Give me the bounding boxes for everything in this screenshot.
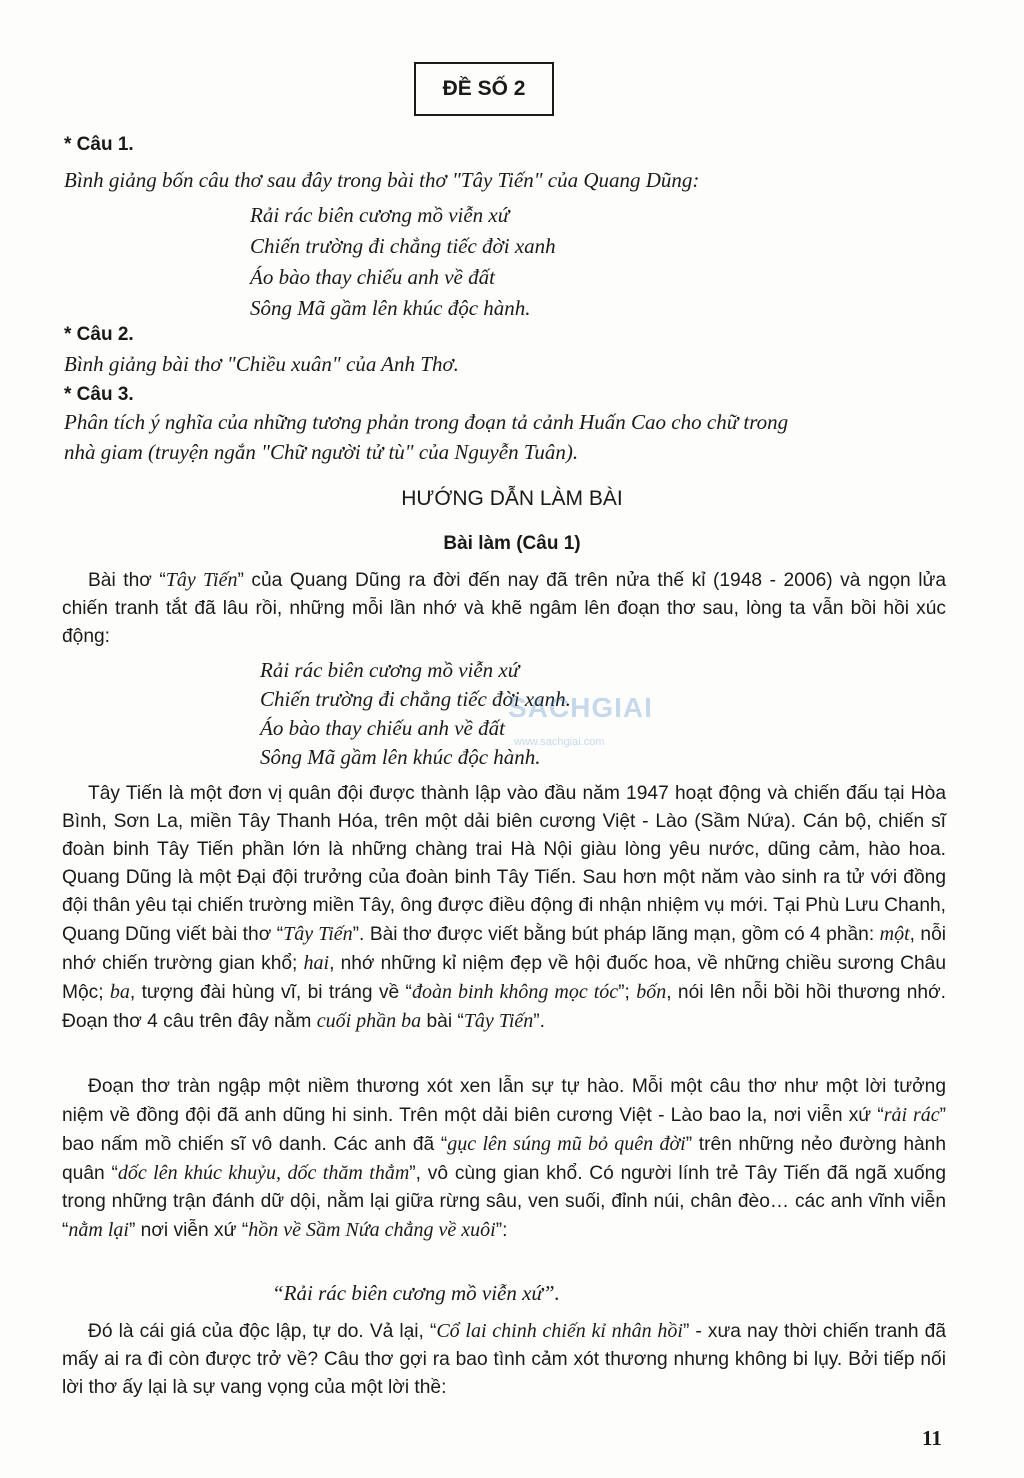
guide-heading: HƯỚNG DẪN LÀM BÀI <box>401 487 623 510</box>
watermark-url: www.sachgiai.com <box>514 736 605 748</box>
question-3-label: * Câu 3. <box>64 384 134 405</box>
intro-paragraph: Bài thơ “Tây Tiến” của Quang Dũng ra đời đến nay đã trên nửa thế kỉ (1948 - 2006) và ngọn lửa chiến tranh tắt đã lâu rồi, những mỗi lần nhớ và khẽ ngâm lên đoạn thơ sau, lòng ta vẫn bồi hồi xúc động: <box>62 569 946 647</box>
watermark-text: SACHGIAI <box>508 692 653 723</box>
question-1-poem <box>250 200 556 324</box>
watermark-logo <box>500 692 653 762</box>
poem-line: Áo bào thay chiếu anh về đất <box>250 265 495 289</box>
poem-line: Rải rác biên cương mồ viễn xứ <box>260 658 520 682</box>
exam-title: ĐỀ SỐ 2 <box>414 62 554 116</box>
paragraph-2: Tây Tiến là một đơn vị quân đội được thành lập vào đầu năm 1947 hoạt động và chiến đấu tại Hòa Bình, Sơn La, miền Tây Thanh Hóa, trên một dải biên cương Việt - Lào (Sầm Nứa). Cán bộ, chiến sĩ đoàn binh Tây Tiến phần lớn là những chàng trai Hà Nội giàu lòng yêu nước, dũng cảm, hào hoa. Quang Dũng là một Đại đội trưởng của đoàn binh Tây Tiến. Sau hơn một năm vào sinh ra tử với đồng đội thân yêu tại chiến trường miền Tây, ông được điều động đi nhận nhiệm vụ mới. Tại Phù Lưu Chanh, Quang Dũng viết bài thơ “Tây Tiến”. Bài thơ được viết bằng bút pháp lãng mạn, gồm có 4 phần: một, nỗi nhớ chiến trường gian khổ; hai, nhớ những kỉ niệm đẹp về hội đuốc hoa, về những chiều sương Châu Mộc; ba, tượng đài hùng vĩ, bi tráng về “đoàn binh không mọc tóc”; bốn, nói lên nỗi bồi hồi thương nhớ. Đoạn thơ 4 câu trên đây nằm cuối phần ba bài “Tây Tiến”. <box>62 783 946 1032</box>
question-3-prompt-line-1: Phân tích ý nghĩa của những tương phản trong đoạn tả cảnh Huấn Cao cho chữ trong <box>64 410 789 434</box>
poem-line: Sông Mã gầm lên khúc độc hành. <box>260 745 541 769</box>
poem-line: Chiến trường đi chẳng tiếc đời xanh <box>250 234 556 258</box>
question-1-prompt: Bình giảng bốn câu thơ sau đây trong bài thơ "Tây Tiến" của Quang Dũng: <box>64 168 700 192</box>
question-3-prompt-line-2: nhà giam (truyện ngắn "Chữ người tử tù" của Nguyễn Tuân). <box>64 440 579 464</box>
question-2-label: * Câu 2. <box>64 324 134 345</box>
paragraph-4: Đó là cái giá của độc lập, tự do. Vả lại, “Cổ lai chinh chiến kỉ nhân hồi” - xưa nay thời chiến tranh đã mấy ai ra đi còn được trở về? Câu thơ gợi ra bao tình cảm xót thương nhưng không bi lụy. Bởi tiếp nối lời thơ ấy lại là sự vang vọng của một lời thề: <box>62 1320 947 1398</box>
answer-heading: Bài làm (Câu 1) <box>443 533 581 554</box>
poem-line: Rải rác biên cương mồ viễn xứ <box>250 203 510 227</box>
poem-line: Áo bào thay chiếu anh về đất <box>260 716 505 740</box>
quote-line: “Rải rác biên cương mồ viễn xứ”. <box>272 1281 560 1305</box>
poem-line: Chiến trường đi chẳng tiếc đời xanh. <box>260 687 571 711</box>
poem-line: Sông Mã gầm lên khúc độc hành. <box>250 296 531 320</box>
page-number: 11 <box>922 1426 942 1450</box>
question-2-prompt: Bình giảng bài thơ "Chiều xuân" của Anh Thơ. <box>64 352 459 376</box>
paragraph-3: Đoạn thơ tràn ngập một niềm thương xót xen lẫn sự tự hào. Mỗi một câu thơ như một lời tưởng niệm về đồng đội đã anh dũng hi sinh. Trên một dải biên cương Việt - Lào bao la, nơi viễn xứ “rải rác” bao nấm mồ chiến sĩ vô danh. Các anh đã “gục lên súng mũ bỏ quên đời” trên những nẻo đường hành quân “dốc lên khúc khuỷu, dốc thăm thẳm”, vô cùng gian khổ. Có người lính trẻ Tây Tiến đã ngã xuống trong những trận đánh dữ dội, nằm lại giữa rừng sâu, ven suối, đỉnh núi, chân đèo… các anh vĩnh viễn “nằm lại” nơi viễn xứ “hồn về Sầm Nứa chẳng về xuôi”: <box>62 1076 946 1241</box>
question-1-label: * Câu 1. <box>64 134 134 155</box>
